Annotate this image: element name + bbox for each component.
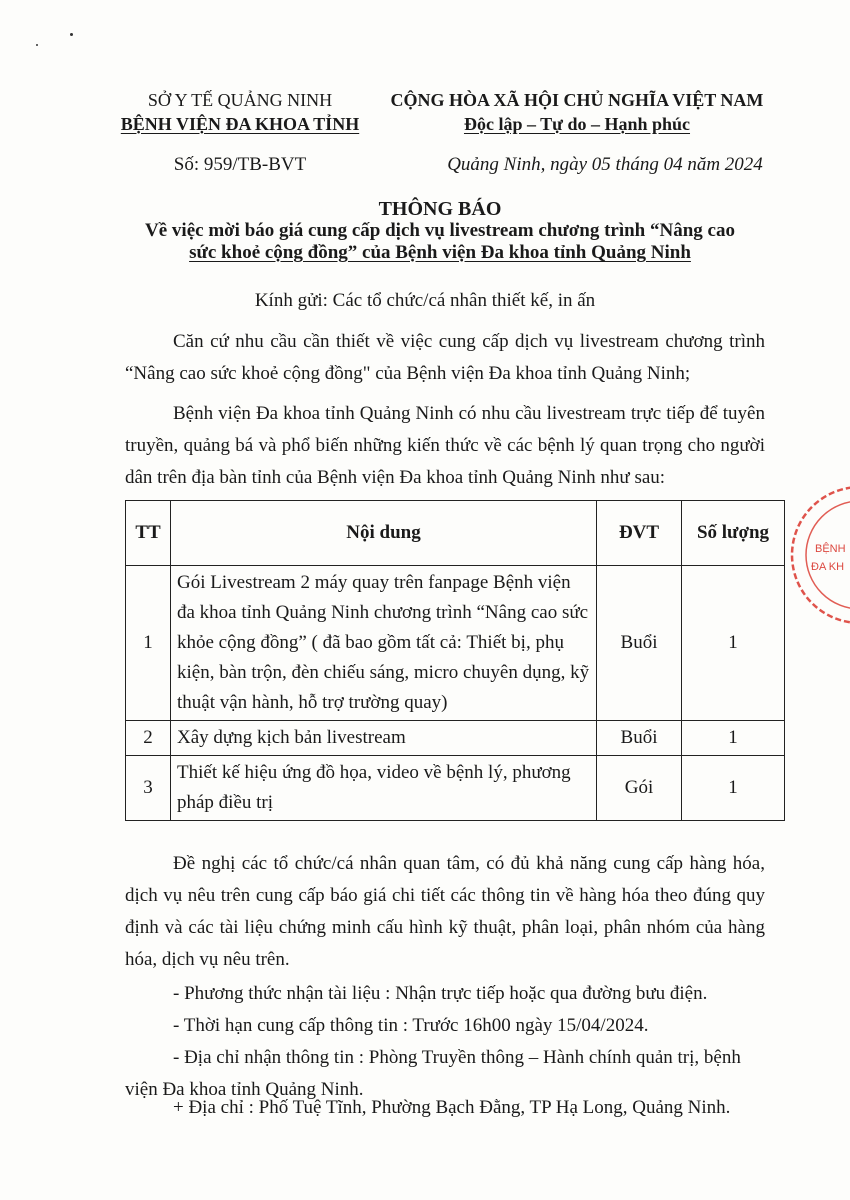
- detail-deadline: - Thời hạn cung cấp thông tin : Trước 16h00 ngày 15/04/2024.: [173, 1015, 649, 1036]
- seal-text-2: ĐA KH: [811, 561, 845, 573]
- national-heading: [372, 88, 782, 136]
- national-motto: Độc lập – Tự do – Hạnh phúc: [463, 114, 691, 134]
- ministry-name: SỞ Y TẾ QUẢNG NINH: [147, 90, 333, 110]
- republic-title: CỘNG HÒA XÃ HỘI CHỦ NGHĨA VIỆT NAM: [390, 90, 764, 110]
- row-tt: 1: [126, 566, 171, 721]
- red-seal-stamp: [785, 480, 850, 630]
- seal-graphic: [785, 480, 850, 630]
- row-tt: 3: [126, 756, 171, 821]
- row-unit: Buổi: [597, 566, 682, 721]
- service-table: [125, 500, 785, 821]
- table-header-row: [126, 501, 785, 566]
- header-qty: Số lượng: [682, 501, 785, 566]
- document-number: Số: 959/TB-BVT: [173, 154, 307, 175]
- row-content: Gói Livestream 2 máy quay trên fanpage Bệnh viện đa khoa tỉnh Quảng Ninh chương trình “Nâng cao sức khỏe cộng đồng” ( đã bao gồm tất cả: Thiết bị, phụ kiện, bàn trộn, đèn chiếu sáng, micro chuyên dụng, kỹ thuật vận hành, hỗ trợ trường quay): [171, 566, 597, 721]
- recipient-line: Kính gửi: Các tổ chức/cá nhân thiết kế, in ấn: [254, 290, 596, 311]
- row-qty: 1: [682, 566, 785, 721]
- table-row: [126, 566, 785, 721]
- header-tt: TT: [126, 501, 171, 566]
- place-date: Quảng Ninh, ngày 05 tháng 04 năm 2024: [447, 154, 763, 175]
- table-row: [126, 756, 785, 821]
- row-qty: 1: [682, 756, 785, 821]
- notice-title: THÔNG BÁO: [378, 198, 502, 220]
- paragraph-request: Đề nghị các tổ chức/cá nhân quan tâm, có đủ khả năng cung cấp hàng hóa, dịch vụ nêu trên cung cấp báo giá chi tiết các thông tin về hàng hóa theo đúng quy định và các tài liệu chứng minh cấu hình kỹ thuật, phân loại, phân nhóm của hàng hóa, dịch vụ nêu trên.: [125, 853, 765, 970]
- paragraph-basis: Căn cứ nhu cầu cần thiết về việc cung cấp dịch vụ livestream chương trình “Nâng cao sức khoẻ cộng đồng" của Bệnh viện Đa khoa tỉnh Quảng Ninh;: [125, 331, 765, 384]
- detail-street: + Địa chỉ : Phố Tuệ Tĩnh, Phường Bạch Đằng, TP Hạ Long, Quảng Ninh.: [173, 1097, 731, 1118]
- issuer-block: [105, 88, 375, 136]
- detail-method: - Phương thức nhận tài liệu : Nhận trực tiếp hoặc qua đường bưu điện.: [173, 983, 708, 1004]
- row-unit: Buổi: [597, 721, 682, 756]
- scan-speck: [36, 44, 38, 46]
- notice-subtitle-line-1: Về việc mời báo giá cung cấp dịch vụ livestream chương trình “Nâng cao: [145, 220, 735, 241]
- seal-text-1: BỆNH: [815, 543, 846, 555]
- header-unit: ĐVT: [597, 501, 682, 566]
- notice-title-block: [95, 198, 785, 264]
- row-qty: 1: [682, 721, 785, 756]
- hospital-name: BỆNH VIỆN ĐA KHOA TỈNH: [120, 114, 360, 134]
- detail-address: - Địa chỉ nhận thông tin : Phòng Truyền thông – Hành chính quản trị, bệnh viện Đa khoa tỉnh Quảng Ninh.: [125, 1047, 741, 1100]
- row-content: Xây dựng kịch bản livestream: [171, 721, 597, 756]
- notice-subtitle-line-2: sức khoẻ cộng đồng” của Bệnh viện Đa khoa tỉnh Quảng Ninh: [189, 242, 691, 263]
- header-content: Nội dung: [171, 501, 597, 566]
- row-content: Thiết kế hiệu ứng đồ họa, video về bệnh lý, phương pháp điều trị: [171, 756, 597, 821]
- row-unit: Gói: [597, 756, 682, 821]
- row-tt: 2: [126, 721, 171, 756]
- scan-speck: [70, 33, 73, 36]
- paragraph-need: Bệnh viện Đa khoa tỉnh Quảng Ninh có nhu cầu livestream trực tiếp để tuyên truyền, quảng bá và phổ biến những kiến thức về các bệnh lý quan trọng cho người dân trên địa bàn tỉnh của Bệnh viện Đa khoa tỉnh Quảng Ninh như sau:: [125, 403, 765, 488]
- table-row: [126, 721, 785, 756]
